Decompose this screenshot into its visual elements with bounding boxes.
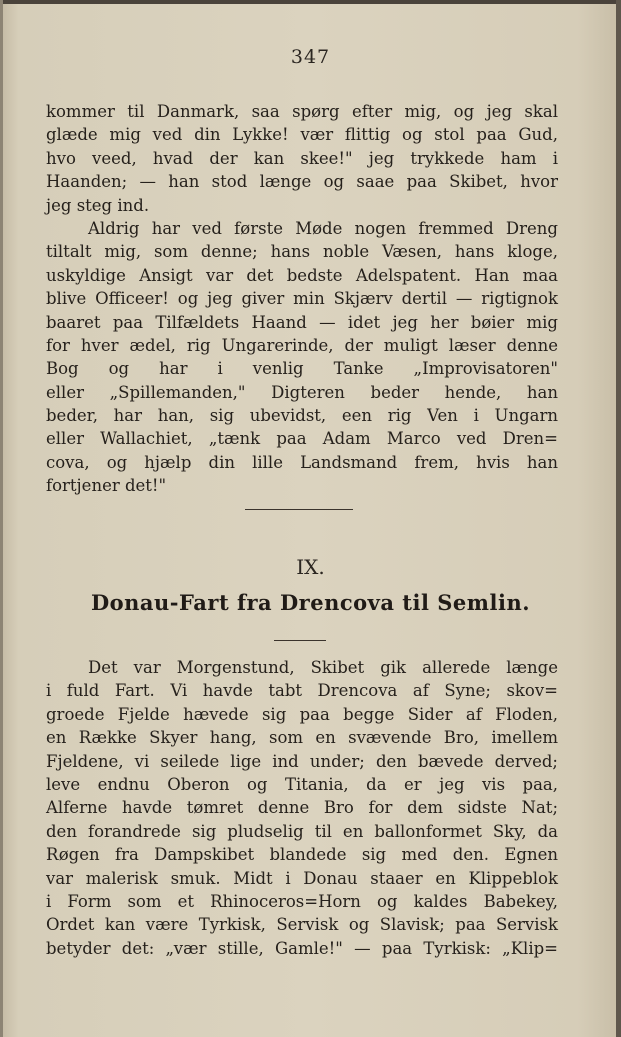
text-line: baaret paa Tilfældets Haand — idet jeg her bøier mig: [46, 312, 558, 332]
text-line: Haanden; — han stod længe og saae paa Skibet, hvor: [46, 172, 558, 192]
text-line: i Form som et Rhinoceros=Horn og kaldes Babekey,: [46, 891, 558, 911]
page-right-edge: [616, 0, 621, 1037]
body-text-bottom: [46, 656, 558, 960]
body-text-top: [46, 100, 558, 498]
text-line: Ordet kan være Tyrkisk, Servisk og Slavisk; paa Servisk: [46, 915, 558, 935]
text-line: tiltalt mig, som denne; hans noble Væsen, hans kloge,: [46, 242, 558, 262]
text-line: betyder det: „vær stille, Gamle!" — paa Tyrkisk: „Klip=: [46, 938, 558, 958]
text-line: groede Fjelde hævede sig paa begge Sider af Floden,: [46, 704, 558, 724]
page-top-edge: [0, 0, 621, 4]
text-line: uskyldige Ansigt var det bedste Adelspatent. Han maa: [46, 265, 558, 285]
text-line: eller „Spillemanden," Digteren beder hende, han: [46, 382, 558, 402]
text-line: Alferne havde tømret denne Bro for dem sidste Nat;: [46, 798, 558, 818]
text-line: fortjener det!": [46, 476, 167, 496]
text-line: i fuld Fart. Vi havde tabt Drencova af Syne; skov=: [46, 681, 558, 701]
text-line: kommer til Danmark, saa spørg efter mig, og jeg skal: [46, 102, 558, 121]
text-line: var malerisk smuk. Midt i Donau staaer en Klippeblok: [46, 868, 558, 888]
text-line: cova, og hjælp din lille Landsmand frem, hvis han: [46, 452, 558, 472]
text-line: Fjeldene, vi seilede lige ind under; den bævede derved;: [46, 751, 558, 771]
text-line: Det var Morgenstund, Skibet gik allerede længe: [88, 658, 558, 677]
title-divider: [274, 640, 326, 641]
text-line: glæde mig ved din Lykke! vær flittig og stol paa Gud,: [46, 125, 558, 145]
text-line: Bog og har i venlig Tanke „Improvisatoren": [46, 359, 558, 379]
text-line: Aldrig har ved første Møde nogen fremmed Dreng: [88, 218, 558, 238]
text-line: hvo veed, hvad der kan skee!" jeg trykkede ham i: [46, 148, 558, 168]
page-left-edge: [0, 0, 3, 1037]
text-line: eller Wallachiet, „tænk paa Adam Marco ved Dren=: [46, 429, 558, 449]
section-divider: [245, 509, 353, 510]
text-line: for hver ædel, rig Ungarerinde, der muligt læser denne: [46, 335, 558, 355]
text-line: Røgen fra Dampskibet blandede sig med den. Egnen: [46, 845, 558, 865]
text-line: leve endnu Oberon og Titania, da er jeg vis paa,: [46, 774, 558, 794]
chapter-title: Donau-Fart fra Drencova til Semlin.: [90, 590, 531, 615]
section-number: IX.: [296, 555, 325, 579]
text-line: jeg steg ind.: [46, 195, 150, 215]
text-line: den forandrede sig pludselig til en ballonformet Sky, da: [46, 821, 558, 841]
page-number: 347: [290, 46, 331, 68]
text-line: beder, har han, sig ubevidst, een rig Ven i Ungarn: [46, 406, 558, 426]
text-line: blive Officeer! og jeg giver min Skjærv dertil — rigtignok: [46, 289, 558, 309]
text-line: en Række Skyer hang, som en svævende Bro, imellem: [46, 728, 558, 748]
